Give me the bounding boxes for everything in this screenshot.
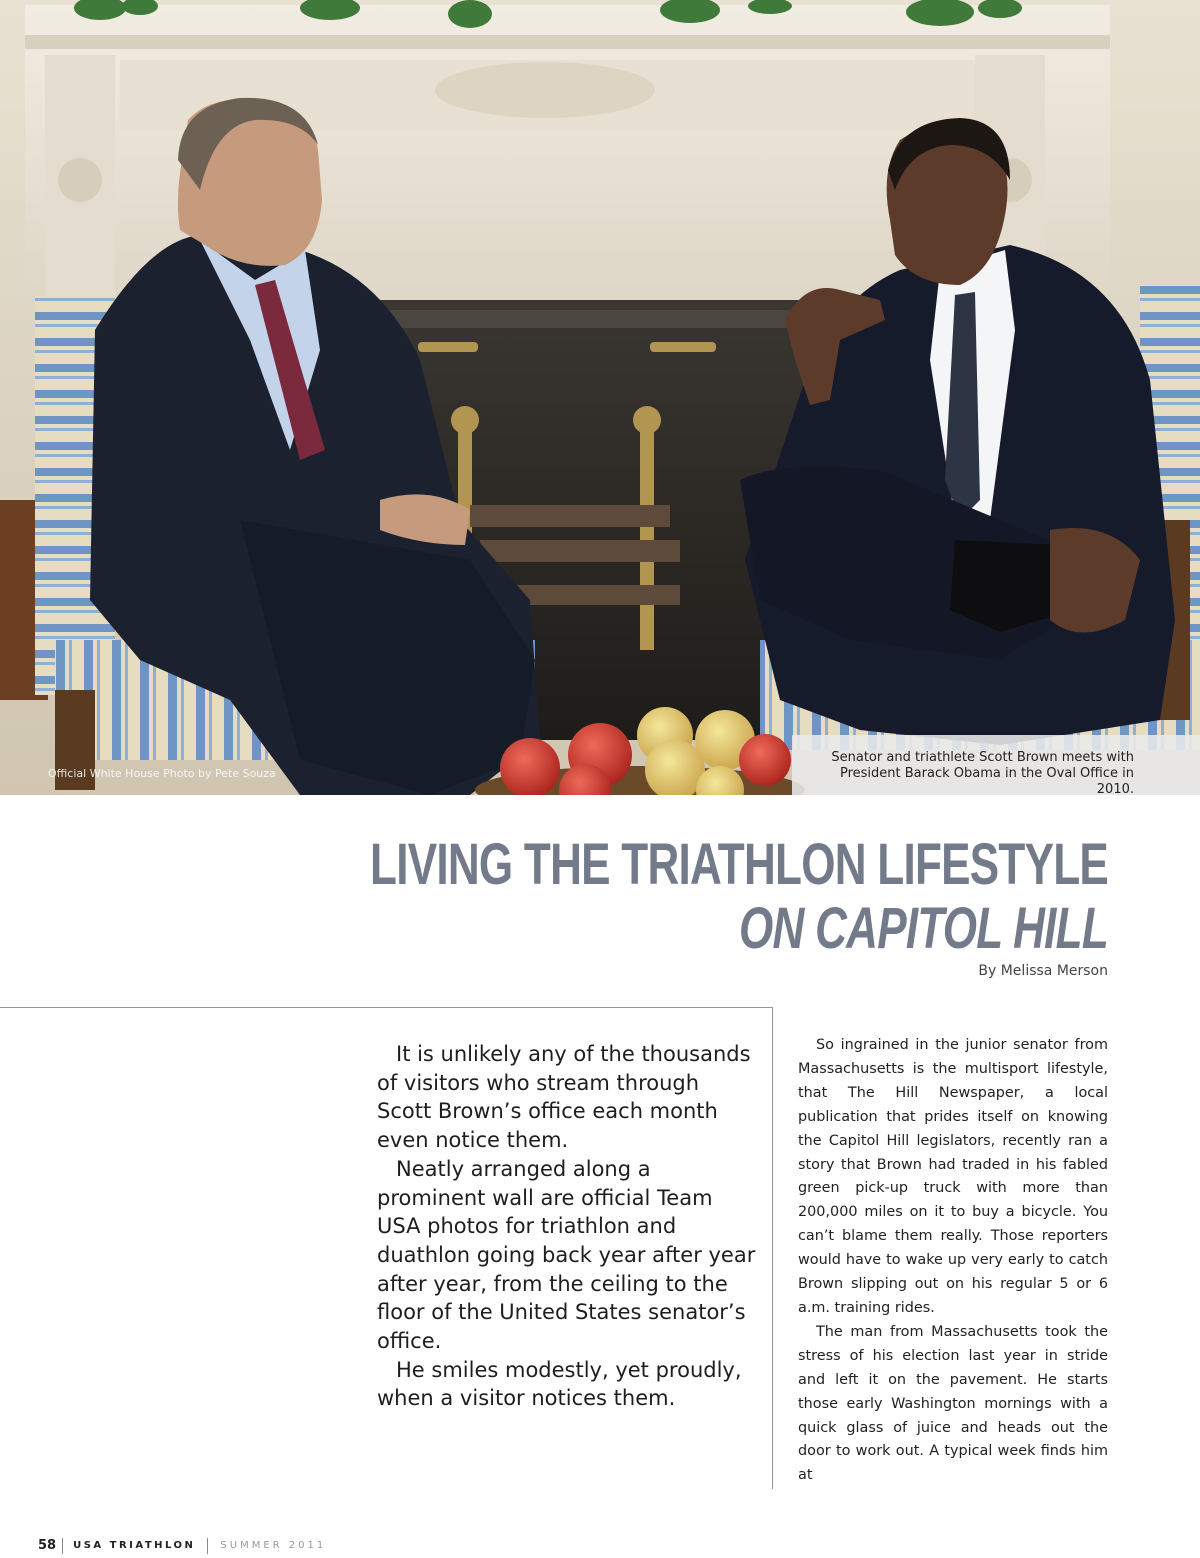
lead-paragraph: He smiles modestly, yet proudly, when a visitor notices them. bbox=[377, 1357, 742, 1411]
headline-line-2: ON CAPITOL HILL bbox=[738, 896, 1108, 961]
page-number: 58 bbox=[38, 1538, 63, 1554]
photo-credit: Official White House Photo by Pete Souza bbox=[48, 767, 276, 780]
lead-paragraph: Neatly arranged along a prominent wall are official Team USA photos for triathlon and duathlon going back year after year after year, from the ceiling to the floor of the United States senator’s office. bbox=[377, 1156, 756, 1354]
photo-caption-line-1: Senator and triathlete Scott Brown meets with bbox=[831, 750, 1134, 765]
body-paragraph: So ingrained in the junior senator from Massachusetts is the multisport lifestyle, that The Hill Newspaper, a local publication that prides itself on knowing the Capitol Hill legislators, recently ran a story that Brown had traded in his fabled green pick-up truck with more than 200,000 miles on it to buy a bicycle. You can’t blame them really. Those reporters would have to wake up very early to catch Brown slipping out on his regular 5 or 6 a.m. training rides. bbox=[798, 1037, 1108, 1316]
lead-text-column bbox=[377, 1040, 757, 1413]
page-footer bbox=[38, 1537, 326, 1555]
photo-caption-box bbox=[792, 735, 1200, 795]
body-text-column bbox=[798, 1034, 1108, 1488]
vertical-divider bbox=[772, 1007, 773, 1489]
horizontal-divider bbox=[0, 1007, 773, 1008]
article-headline bbox=[137, 832, 1108, 960]
magazine-name: USA TRIATHLON bbox=[73, 1538, 208, 1554]
lead-paragraph: It is unlikely any of the thousands of visitors who stream through Scott Brown’s office each month even notice them. bbox=[377, 1042, 751, 1153]
issue-date: SUMMER 2011 bbox=[220, 1540, 327, 1551]
photo-caption bbox=[804, 750, 1134, 795]
headline-line-1: LIVING THE TRIATHLON LIFESTYLE bbox=[370, 832, 1108, 897]
body-paragraph: The man from Massachusetts took the stress of his election last year in stride and left it on the pavement. He starts those early Washington mornings with a quick glass of juice and heads out the door to work out. A typical week finds him at bbox=[798, 1323, 1108, 1484]
byline: By Melissa Merson bbox=[978, 963, 1108, 979]
photo-caption-line-2: President Barack Obama in the Oval Office in 2010. bbox=[839, 766, 1134, 795]
